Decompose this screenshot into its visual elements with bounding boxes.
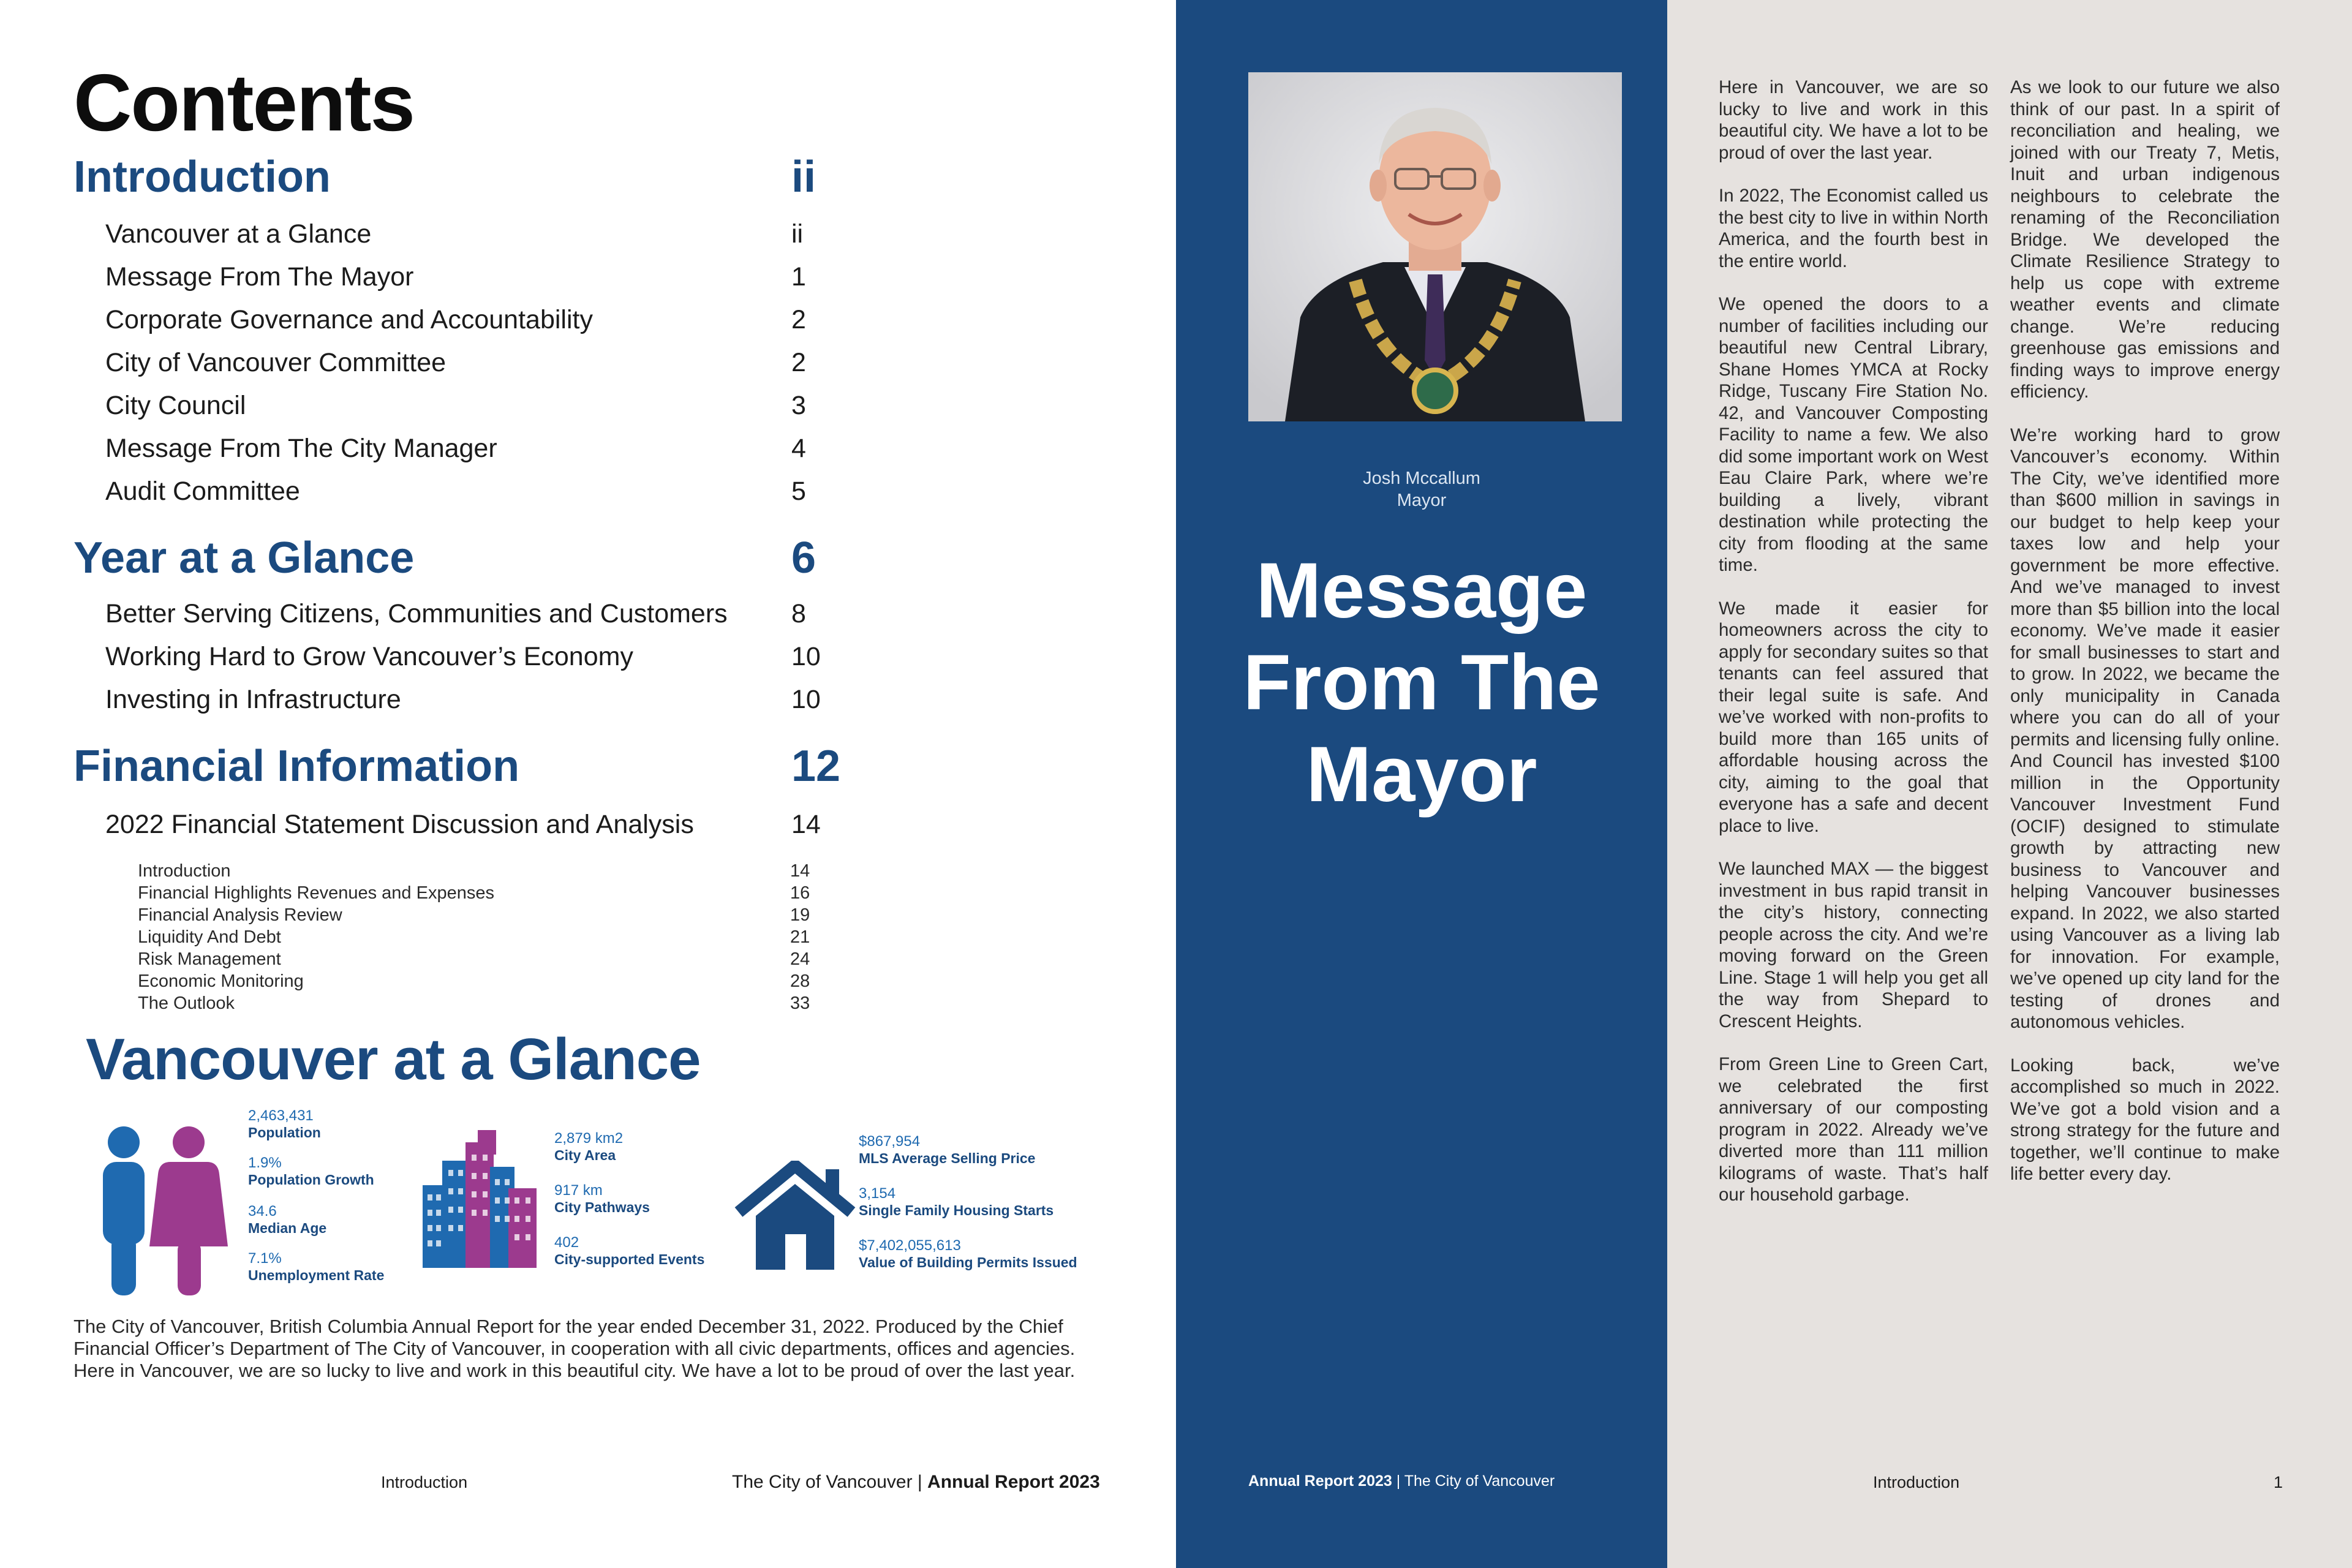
stat-value: $7,402,055,613 xyxy=(859,1237,961,1254)
people-icon xyxy=(98,1124,251,1298)
toc-item[interactable] xyxy=(105,599,840,637)
stat-value: 2,879 km2 xyxy=(554,1130,624,1147)
toc-item-page: ii xyxy=(791,219,804,249)
letter-page xyxy=(1667,0,2352,1568)
stat-label: MLS Average Selling Price xyxy=(859,1150,1036,1166)
mayor-role: Mayor xyxy=(1396,491,1447,510)
toc-item[interactable] xyxy=(105,434,840,472)
toc-item[interactable] xyxy=(105,262,840,300)
toc-section-page: ii xyxy=(791,153,816,202)
mayor-name: Josh Mccallum xyxy=(1363,469,1480,488)
letter-paragraph: Looking back, we’ve accomplished so much in 2022. We’ve got a bold vision and a strong strategy for the future and together, we’ll continue to make life better every day. xyxy=(2010,1055,2280,1184)
house-icon xyxy=(734,1161,856,1271)
footer-section: Introduction xyxy=(381,1473,468,1491)
toc-item-page: 2 xyxy=(791,348,806,377)
toc-subitem-page: 19 xyxy=(790,905,810,925)
toc-item-page: 4 xyxy=(791,434,806,463)
stat-label: City-supported Events xyxy=(554,1251,705,1267)
toc-subitem[interactable] xyxy=(138,949,824,971)
toc-subitem-page: 14 xyxy=(790,861,810,881)
stat-value: 1.9% xyxy=(248,1155,282,1171)
stat-value: 402 xyxy=(554,1234,579,1251)
stat-value: 7.1% xyxy=(248,1250,282,1267)
toc-item[interactable] xyxy=(105,391,840,429)
toc-subitem[interactable] xyxy=(138,971,824,993)
toc-item[interactable] xyxy=(105,810,840,848)
toc-section-introduction[interactable] xyxy=(74,152,833,207)
letter-paragraph: We opened the doors to a number of facilities including our beautiful new Central Library, Shane Homes YMCA at Rocky Ridge, Tuscany Fire Station No. 42, and Vancouver Composting Facility to name a few. We also did some important work on West Eau Claire Park, where we’re building a lively, vibrant destination while protecting the city from flooding at the same time. xyxy=(1719,294,1988,575)
toc-section-label: Introduction xyxy=(74,153,331,202)
letter-paragraph: In 2022, The Economist called us the best city to live in within North America, and the fourth best in the entire world. xyxy=(1719,186,1988,271)
stat-value: 3,154 xyxy=(859,1185,896,1202)
contents-title: Contents xyxy=(74,58,414,148)
toc-item-label: Corporate Governance and Accountability xyxy=(105,305,593,334)
toc-subitem[interactable] xyxy=(138,927,824,949)
toc-item[interactable] xyxy=(105,685,840,723)
letter-paragraph: Here in Vancouver, we are so lucky to live and work in this beautiful city. We have a lot to be proud of over the last year. xyxy=(1719,77,1988,163)
stat-value: 34.6 xyxy=(248,1203,277,1219)
toc-item[interactable] xyxy=(105,642,840,680)
toc-subitem-label: Economic Monitoring xyxy=(138,971,304,991)
toc-section-page: 6 xyxy=(791,533,816,582)
toc-section-year[interactable] xyxy=(74,533,833,588)
toc-item-label: Investing in Infrastructure xyxy=(105,685,401,714)
letter-paragraph: From Green Line to Green Cart, we celebrated the first anniversary of our composting program in 2022. Already we’ve diverted more than 111 million kilograms of waste. That’s half our household garbage. xyxy=(1719,1054,1988,1205)
mayor-page xyxy=(1176,0,1667,1568)
footer-report: Annual Report 2023 xyxy=(1248,1472,1392,1490)
stat-value: $867,954 xyxy=(859,1133,921,1150)
toc-subitem-label: Risk Management xyxy=(138,949,281,969)
letter-paragraph: We made it easier for homeowners across the city to apply for secondary suites so that tenants can feel assured that their legal suite is safe. And we’ve worked with non-profits to build more than 165 units of affordable housing across the city, aiming to the goal that everyone has a safe and decent place to live. xyxy=(1719,598,1988,836)
toc-item[interactable] xyxy=(105,305,840,343)
toc-item-label: Message From The City Manager xyxy=(105,434,497,463)
letter-column-2 xyxy=(2010,77,2280,1207)
toc-item-page: 3 xyxy=(791,391,806,420)
toc-item-label: Better Serving Citizens, Communities and Customers xyxy=(105,599,728,628)
toc-subitem-label: Liquidity And Debt xyxy=(138,927,281,947)
toc-section-label: Year at a Glance xyxy=(74,533,415,582)
mayor-portrait-image xyxy=(1248,72,1622,421)
page-number: 1 xyxy=(2274,1473,2283,1491)
message-title xyxy=(1176,545,1667,821)
footer-org: The City of Vancouver | xyxy=(732,1472,928,1492)
letter-paragraph: We launched MAX — the biggest investment in bus rapid transit in the city’s history, connecting people across the city. And we’re moving forward on the Green Line. Stage 1 will help you get all the way from Shepard to Crescent Heights. xyxy=(1719,859,1988,1031)
city-stats xyxy=(554,1130,756,1268)
stat-label: City Area xyxy=(554,1147,616,1163)
mayor-photo xyxy=(1248,72,1622,421)
toc-subitem[interactable] xyxy=(138,861,824,883)
toc-item-label: City Council xyxy=(105,391,246,420)
toc-item[interactable] xyxy=(105,477,840,514)
stat-label: Median Age xyxy=(248,1220,327,1236)
stat-label: Single Family Housing Starts xyxy=(859,1202,1054,1218)
letter-paragraph: As we look to our future we also think of our past. In a spirit of reconciliation and healing, we joined with our Treaty 7, Metis, Inuit and urban indigenous neighbours to celebrate the renaming of the Reconciliation Bridge. We developed the Climate Resilience Strategy to help us cope with extreme weather events and climate change. We’re reducing greenhouse gas emissions and finding ways to improve energy efficiency. xyxy=(2010,77,2280,402)
stat-value: 917 km xyxy=(554,1182,603,1199)
message-title-line: Mayor xyxy=(1306,731,1537,818)
toc-item-page: 14 xyxy=(791,810,821,839)
city-buildings-icon xyxy=(423,1130,539,1268)
toc-subitem-label: Introduction xyxy=(138,861,231,881)
toc-item-label: Audit Committee xyxy=(105,477,300,506)
toc-item-page: 10 xyxy=(791,685,821,714)
toc-item-label: Working Hard to Grow Vancouver’s Economy xyxy=(105,642,633,671)
toc-subitem[interactable] xyxy=(138,905,824,927)
glance-title: Vancouver at a Glance xyxy=(86,1027,701,1092)
stat-label: Population Growth xyxy=(248,1172,374,1188)
footer-report-title xyxy=(732,1472,1100,1493)
toc-item-page: 8 xyxy=(791,599,806,628)
people-stats xyxy=(248,1107,432,1284)
toc-item-label: 2022 Financial Statement Discussion and Analysis xyxy=(105,810,694,839)
toc-item-label: Vancouver at a Glance xyxy=(105,219,372,249)
toc-item-page: 1 xyxy=(791,262,806,292)
message-title-line: Message xyxy=(1256,547,1588,635)
toc-section-financial[interactable] xyxy=(74,741,841,796)
stat-label: Value of Building Permits Issued xyxy=(859,1254,1077,1270)
toc-item-page: 5 xyxy=(791,477,806,506)
toc-item-label: City of Vancouver Committee xyxy=(105,348,447,377)
housing-stats xyxy=(859,1133,1116,1271)
toc-subitem-label: The Outlook xyxy=(138,993,235,1013)
toc-subitem-page: 33 xyxy=(790,993,810,1013)
toc-subitem-page: 28 xyxy=(790,971,810,991)
stat-value: 2,463,431 xyxy=(248,1107,314,1124)
toc-item-page: 10 xyxy=(791,642,821,671)
toc-subitem[interactable] xyxy=(138,993,824,1016)
toc-item-page: 2 xyxy=(791,305,806,334)
toc-item-label: Message From The Mayor xyxy=(105,262,414,292)
footer-section: Introduction xyxy=(1873,1473,1960,1491)
report-intro-paragraph: The City of Vancouver, British Columbia Annual Report for the year ended December 31, 2022. Produced by the Chief Financial Officer’s Department of The City of Vancouver, in cooperation with all civic departments, offices and agencies. Here in Vancouver, we are so lucky to live and work in this beautiful city. We have a lot to be proud of over the last year. xyxy=(74,1316,1076,1381)
toc-subitem-page: 21 xyxy=(790,927,810,947)
letter-column-1 xyxy=(1719,77,1988,1227)
stat-label: Population xyxy=(248,1125,321,1140)
toc-subitem-label: Financial Analysis Review xyxy=(138,905,342,925)
toc-item[interactable] xyxy=(105,348,840,386)
footer-report-title xyxy=(1248,1472,1555,1490)
footer-report: Annual Report 2023 xyxy=(927,1472,1100,1492)
toc-subitem-page: 16 xyxy=(790,883,810,903)
footer-org: | The City of Vancouver xyxy=(1392,1472,1555,1490)
stat-label: Unemployment Rate xyxy=(248,1267,385,1283)
toc-subitem[interactable] xyxy=(138,883,824,905)
message-title-line: From The xyxy=(1243,639,1600,726)
toc-section-label: Financial Information xyxy=(74,742,520,791)
toc-item[interactable] xyxy=(105,219,840,257)
toc-subitem-label: Financial Highlights Revenues and Expenses xyxy=(138,883,494,903)
stat-label: City Pathways xyxy=(554,1199,650,1215)
toc-section-page: 12 xyxy=(791,742,841,791)
toc-subitem-page: 24 xyxy=(790,949,810,969)
letter-paragraph: We’re working hard to grow Vancouver’s economy. Within The City, we’ve identified more than $600 million in savings in our budget to help keep your taxes low and help your government be more effective. And we’ve managed to invest more than $5 billion into the local economy. We’ve made it easier for small businesses to start and to grow. In 2022, we became the only municipality in Canada where you can do all of your permits and licensing fully online. And Council has invested $100 million in the Opportunity Vancouver Investment Fund (OCIF) designed to stimulate growth by attracting new business to Vancouver and helping Vancouver businesses expand. In 2022, we also started using Vancouver as a living lab for innovation. For example, we’ve opened up city land for the testing of drones and autonomous vehicles. xyxy=(2010,424,2280,1032)
